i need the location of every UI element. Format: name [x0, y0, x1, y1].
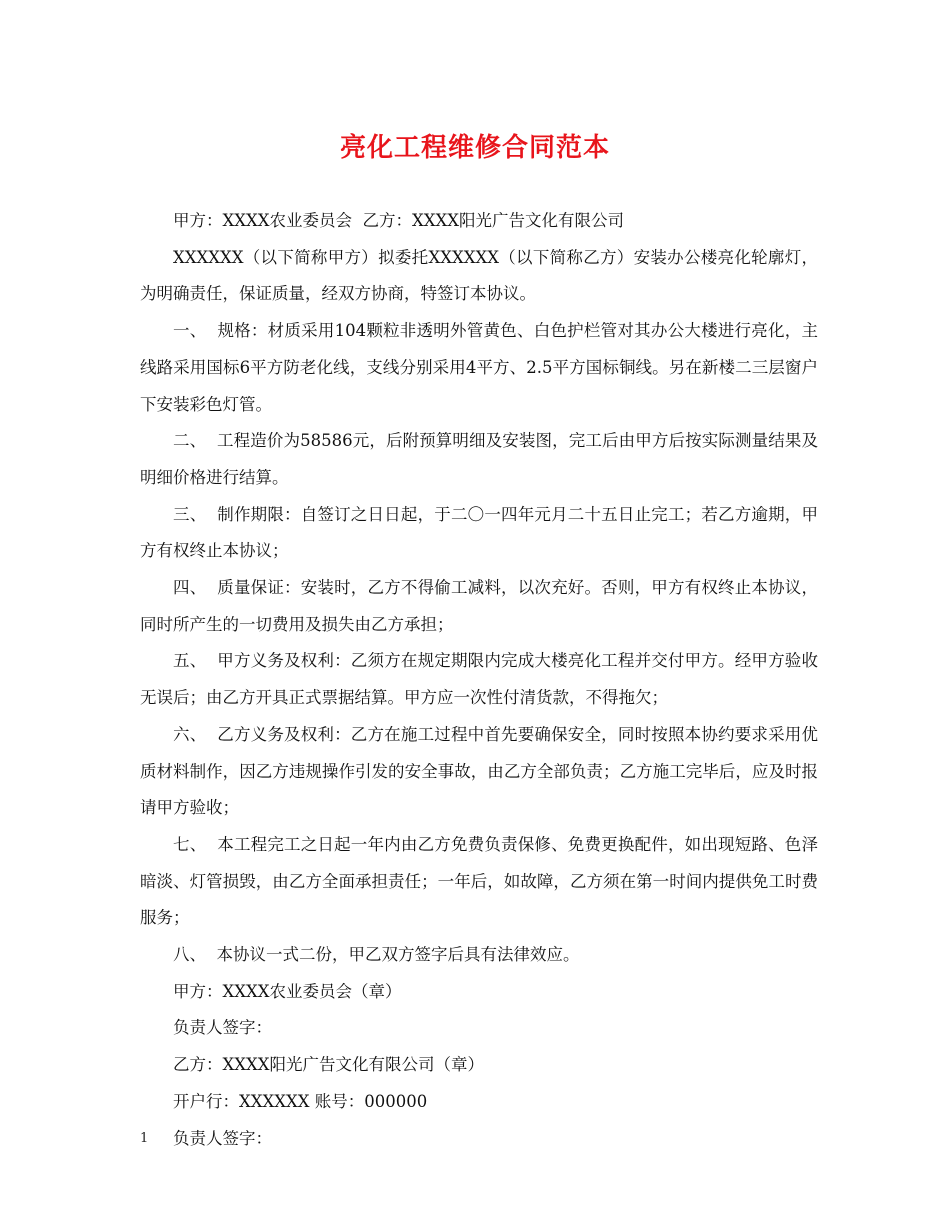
party-a-signature-line: 负责人签字： [173, 1018, 272, 1038]
party-b-seal-line: 乙方：XXXX阳光广告文化有限公司（章） [173, 1055, 484, 1075]
page-number: 1 [140, 1131, 149, 1146]
party-b-signature-line: 负责人签字： [173, 1128, 272, 1148]
clause-2-cost: 二、 工程造价为58586元，后附预算明细及安装图，完工后由甲方后按实际测量结果及明细价格进行结算。 [140, 431, 818, 487]
clause-5-party-a-rights: 五、 甲方义务及权利：乙须方在规定期限内完成大楼亮化工程并交付甲方。经甲方验收无误后；由乙方开具正式票据结算。甲方应一次性付清货款，不得拖欠； [140, 651, 818, 708]
party-a-seal-line: 甲方：XXXX农业委员会（章） [173, 981, 402, 1001]
clause-8-copies: 八、 本协议一式二份，甲乙双方签字后具有法律效应。 [173, 945, 580, 965]
parties-line: 甲方：XXXX农业委员会 乙方：XXXX阳光广告文化有限公司 [173, 211, 624, 230]
intro-paragraph: XXXXXX（以下简称甲方）拟委托XXXXXX（以下简称乙方）安装办公楼亮化轮廓灯，为明确责任，保证质量，经双方协商，特签订本协议。 [140, 247, 818, 304]
clause-6-party-b-rights: 六、 乙方义务及权利：乙方在施工过程中首先要确保安全，同时按照本协约要求采用优质材料制作，因乙方违规操作引发的安全事故，由乙方全部负责；乙方施工完毕后，应及时报请甲方验收； [140, 724, 818, 818]
bank-account-line: 开户行：XXXXXX 账号：000000 [173, 1091, 428, 1111]
document-title: 亮化工程维修合同范本 [339, 133, 610, 163]
document-body [140, 203, 818, 1157]
clause-3-deadline: 三、 制作期限：自签订之日日起，于二〇一四年元月二十五日止完工；若乙方逾期，甲方有权终止本协议； [140, 504, 818, 561]
clause-1-specification: 一、 规格：材质采用104颗粒非透明外管黄色、白色护栏管对其办公大楼进行亮化，主线路采用国标6平方防老化线，支线分别采用4平方、2.5平方国标铜线。另在新楼二三层窗户下安装彩色灯管。 [140, 321, 818, 414]
clause-4-quality: 四、 质量保证：安装时，乙方不得偷工减料，以次充好。否则，甲方有权终止本协议，同时所产生的一切费用及损失由乙方承担； [140, 578, 818, 634]
clause-7-warranty: 七、 本工程完工之日起一年内由乙方免费负责保修、免费更换配件，如出现短路、色泽暗淡、灯管损毁，由乙方全面承担责任；一年后，如故障，乙方须在第一时间内提供免工时费服务； [140, 834, 818, 928]
